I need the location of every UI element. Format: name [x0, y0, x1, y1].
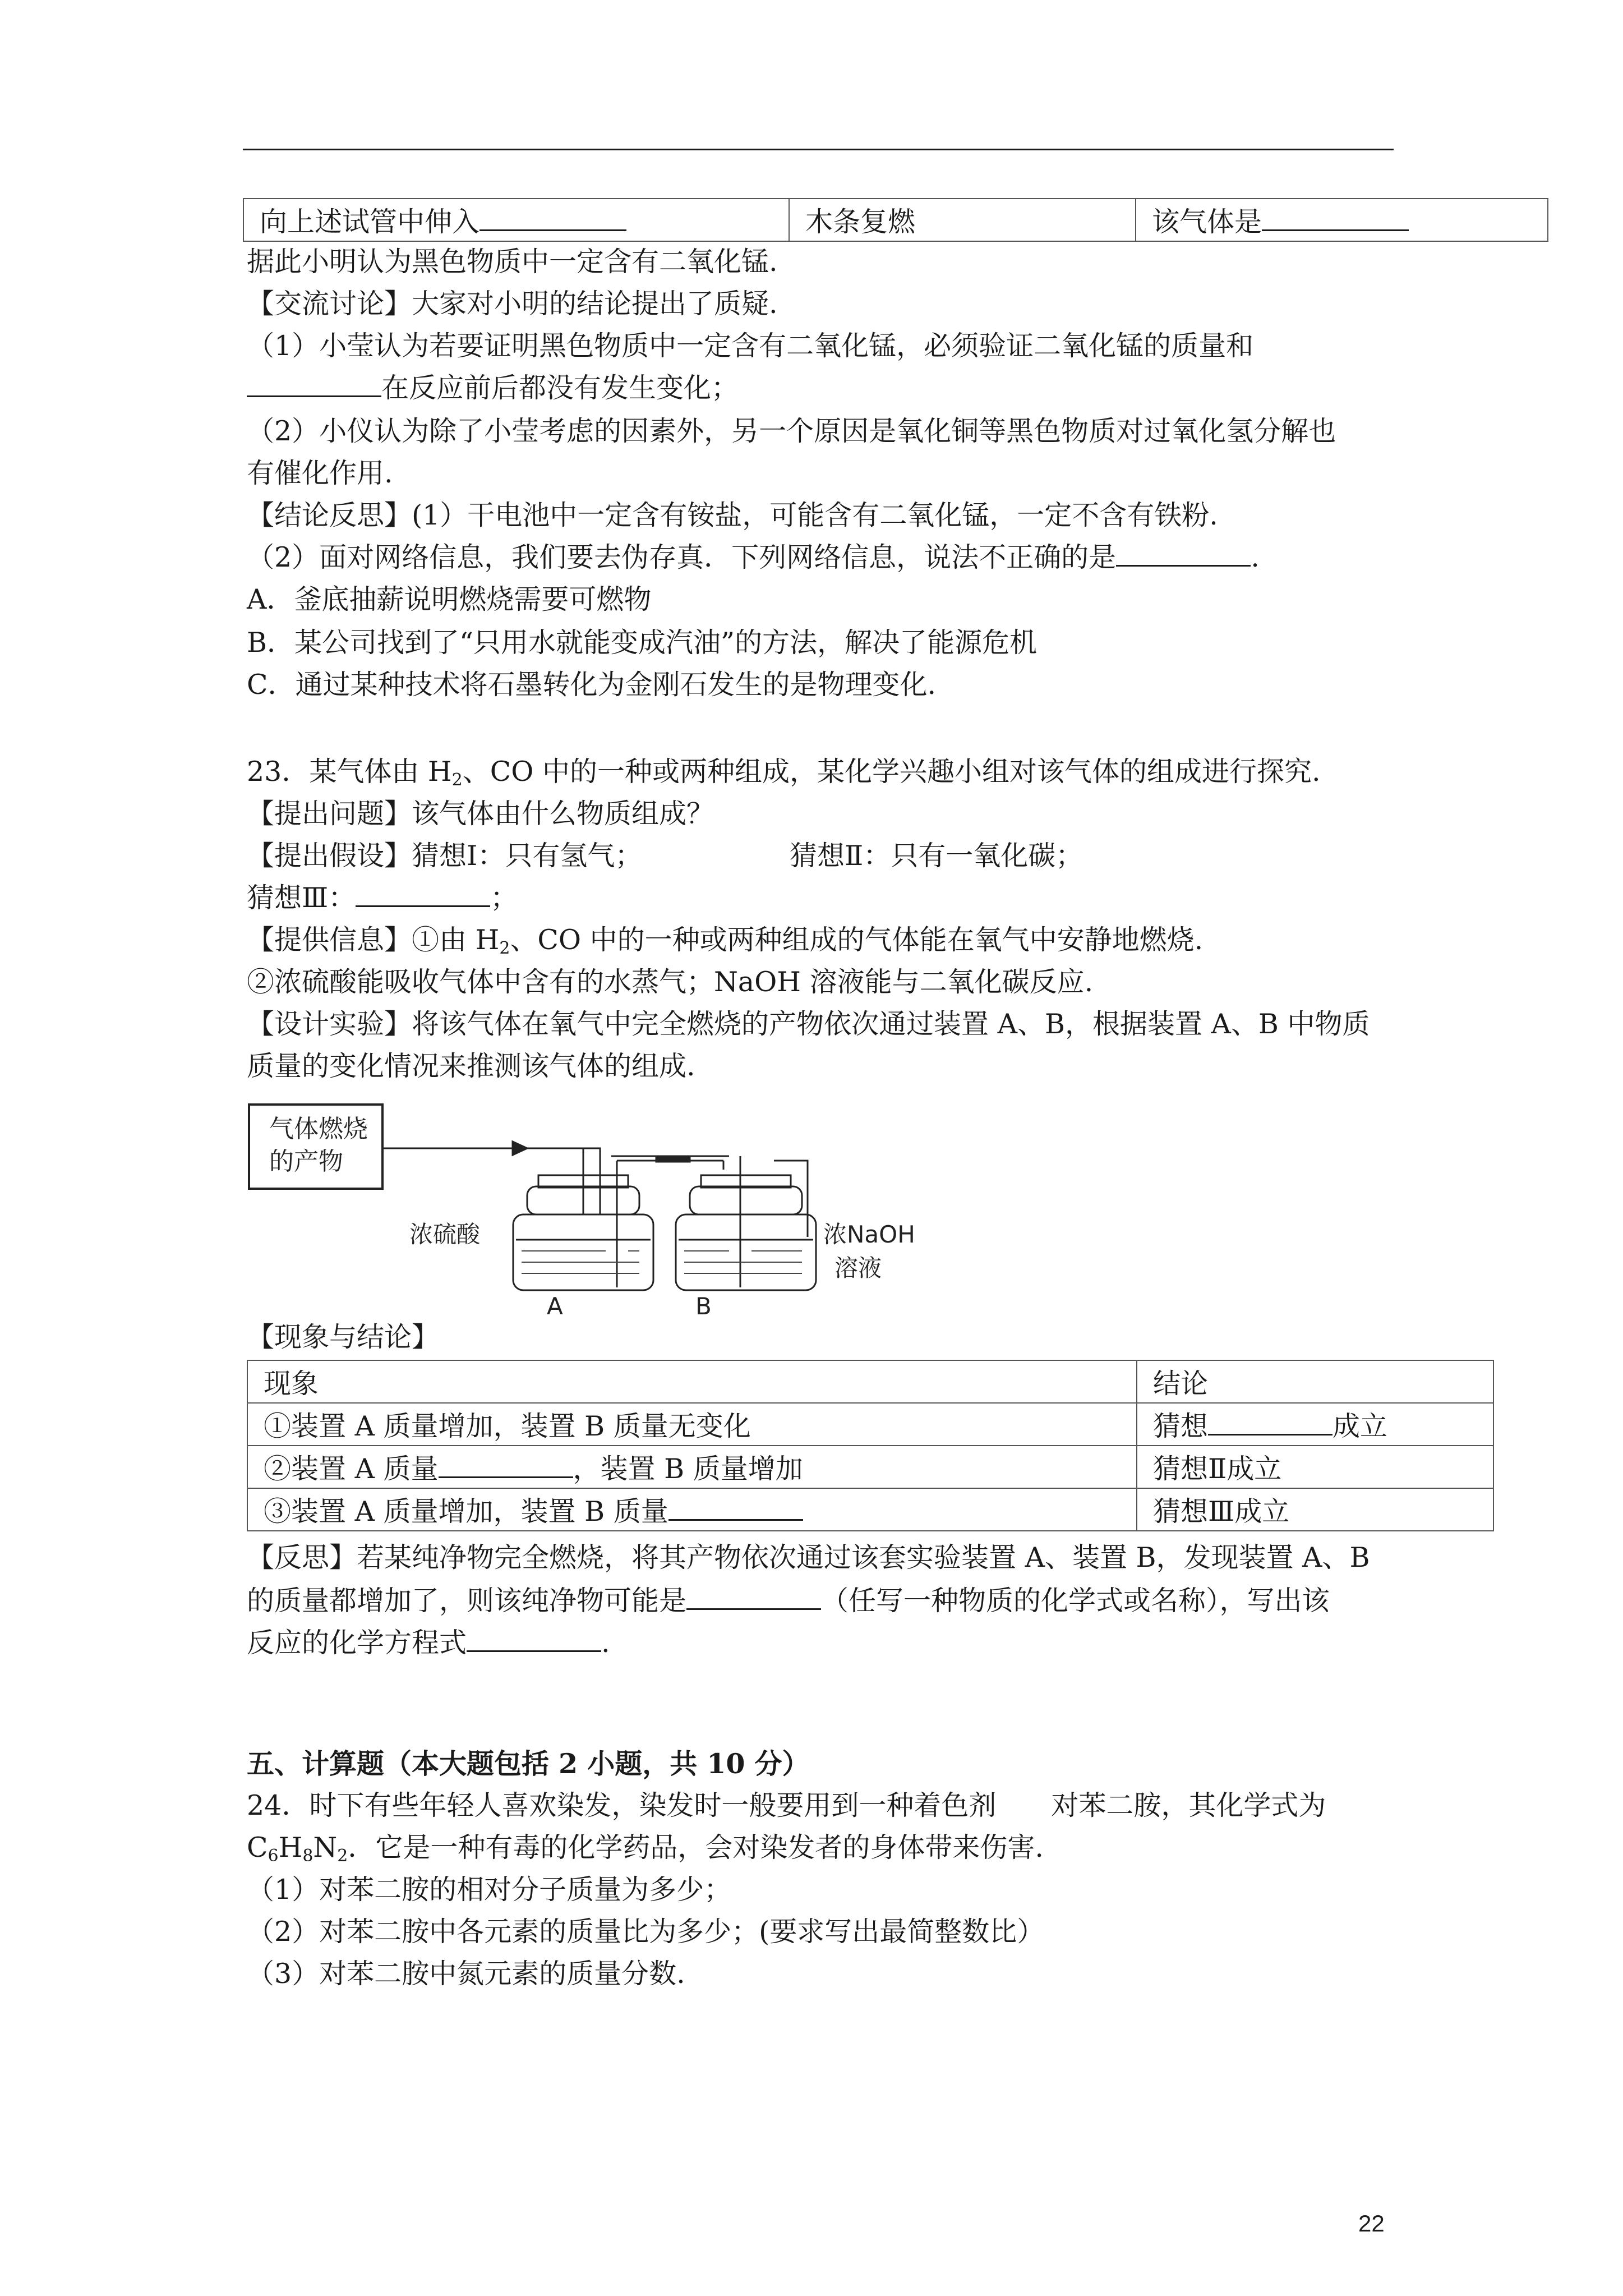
text-line: 反应的化学方程式 .	[247, 1627, 610, 1659]
top-table-cell: 向上述试管中伸入	[243, 199, 789, 241]
question-24-stem: 24．时下有些年轻人喜欢染发，染发时一般要用到一种着色剂 对苯二胺，其化学式为	[247, 1789, 1326, 1821]
text-line: 【交流讨论】大家对小明的结论提出了质疑.	[247, 288, 778, 320]
section-title: 【现象与结论】	[247, 1321, 440, 1353]
table-cell: 猜想Ⅲ成立	[1137, 1488, 1493, 1531]
table-row	[247, 1446, 1493, 1488]
apparatus-b-label: B	[695, 1292, 712, 1320]
text-line: 有催化作用.	[247, 457, 393, 489]
reagent-a-label: 浓硫酸	[409, 1221, 481, 1248]
header-rule	[243, 149, 1394, 150]
text-line: 【反思】若某纯净物完全燃烧，将其产物依次通过该套实验装置 A、装置 B，发现装置 A、B	[247, 1542, 1370, 1573]
section-heading: 五、计算题（本大题包括 2 小题，共 10 分）	[247, 1747, 810, 1780]
results-table	[247, 1360, 1494, 1531]
apparatus-a-label: A	[547, 1292, 563, 1320]
table-row	[247, 1360, 1493, 1403]
chemical-formula: $C_6H_8N_2$	[247, 1832, 348, 1866]
table-cell: 猜想Ⅱ成立	[1137, 1446, 1493, 1488]
hypothesis-2: 猜想Ⅱ：只有一氧化碳；	[790, 840, 1083, 872]
table-header: 现象	[247, 1360, 1137, 1403]
answer-blank[interactable]	[668, 1494, 803, 1521]
hypothesis-3: 猜想Ⅲ： ；	[247, 882, 518, 914]
answer-blank[interactable]	[1208, 1409, 1332, 1435]
table-cell: ③装置 A 质量增加，装置 B 质量	[247, 1488, 1137, 1531]
text-line: （1）小莹认为若要证明黑色物质中一定含有二氧化锰，必须验证二氧化锰的质量和	[247, 330, 1254, 362]
text-line: 在反应前后都没有发生变化；	[247, 370, 739, 406]
answer-blank[interactable]	[247, 371, 381, 397]
sub-question: （2）对苯二胺中各元素的质量比为多少；(要求写出最简整数比）	[247, 1916, 1045, 1948]
text-line: 质量的变化情况来推测该气体的组成.	[247, 1050, 695, 1082]
page-number: 22	[1358, 2210, 1385, 2237]
answer-blank[interactable]	[686, 1584, 821, 1610]
text-line: 【提出问题】该气体由什么物质组成？	[247, 798, 714, 830]
table-row	[247, 1488, 1493, 1531]
option-a: A．釜底抽薪说明燃烧需要可燃物	[247, 583, 652, 615]
option-b: B．某公司找到了“只用水就能变成汽油”的方法，解决了能源危机	[247, 627, 1038, 659]
option-c: C．通过某种技术将石墨转化为金刚石发生的是物理变化.	[247, 669, 937, 701]
hypothesis-1: 【提出假设】猜想Ⅰ：只有氢气；	[247, 840, 643, 872]
text-line: 【结论反思】(1）干电池中一定含有铵盐，可能含有二氧化锰，一定不含有铁粉.	[247, 499, 1218, 531]
question-23-stem: 23．某气体由 $H_2$、CO 中的一种或两种组成，某化学兴趣小组对该气体的组成进行探究.	[247, 756, 1321, 790]
reagent-b-label: 浓NaOH	[823, 1221, 915, 1248]
text-line: 【提供信息】①由 $H_2$、CO 中的一种或两种组成的气体能在氧气中安静地燃烧.	[247, 924, 1204, 958]
text-line: 【设计实验】将该气体在氧气中完全燃烧的产物依次通过装置 A、B，根据装置 A、B 中物质	[247, 1008, 1370, 1040]
answer-blank[interactable]	[439, 1452, 573, 1478]
text-line: $C_6H_8N_2$．它是一种有毒的化学药品，会对染发者的身体带来伤害.	[247, 1832, 1044, 1866]
apparatus-diagram	[247, 1102, 915, 1320]
reagent-b-label: 溶液	[834, 1254, 882, 1282]
table-cell: ①装置 A 质量增加，装置 B 质量无变化	[247, 1403, 1137, 1446]
product-box-label: 的产物	[269, 1147, 343, 1176]
sub-question: （1）对苯二胺的相对分子质量为多少；	[247, 1874, 732, 1906]
text-line: （2）小仪认为除了小莹考虑的因素外，另一个原因是氧化铜等黑色物质对过氧化氢分解也	[247, 415, 1336, 447]
table-cell: 猜想 成立	[1137, 1403, 1493, 1446]
answer-blank[interactable]	[356, 881, 490, 907]
product-box-label: 气体燃烧	[269, 1115, 368, 1143]
table-row	[247, 1403, 1493, 1446]
sub-question: （3）对苯二胺中氮元素的质量分数.	[247, 1958, 685, 1990]
text-line: 的质量都增加了，则该纯净物可能是 （任写一种物质的化学式或名称），写出该	[247, 1585, 1330, 1617]
top-table-cell: 该气体是	[1136, 199, 1548, 241]
text-line: 据此小明认为黑色物质中一定含有二氧化锰.	[247, 246, 778, 278]
table-header: 结论	[1137, 1360, 1493, 1403]
top-table	[243, 198, 1548, 242]
top-table-cell: 木条复燃	[789, 199, 1136, 241]
answer-blank[interactable]	[1116, 540, 1251, 567]
text-line: ②浓硫酸能吸收气体中含有的水蒸气；NaOH 溶液能与二氧化碳反应.	[247, 966, 1094, 998]
answer-blank[interactable]	[467, 1626, 601, 1652]
table-cell: ②装置 A 质量 ，装置 B 质量增加	[247, 1446, 1137, 1488]
answer-blank[interactable]	[479, 205, 626, 231]
answer-blank[interactable]	[1262, 205, 1409, 231]
text-line: （2）面对网络信息，我们要去伪存真．下列网络信息，说法不正确的是 .	[247, 541, 1260, 573]
